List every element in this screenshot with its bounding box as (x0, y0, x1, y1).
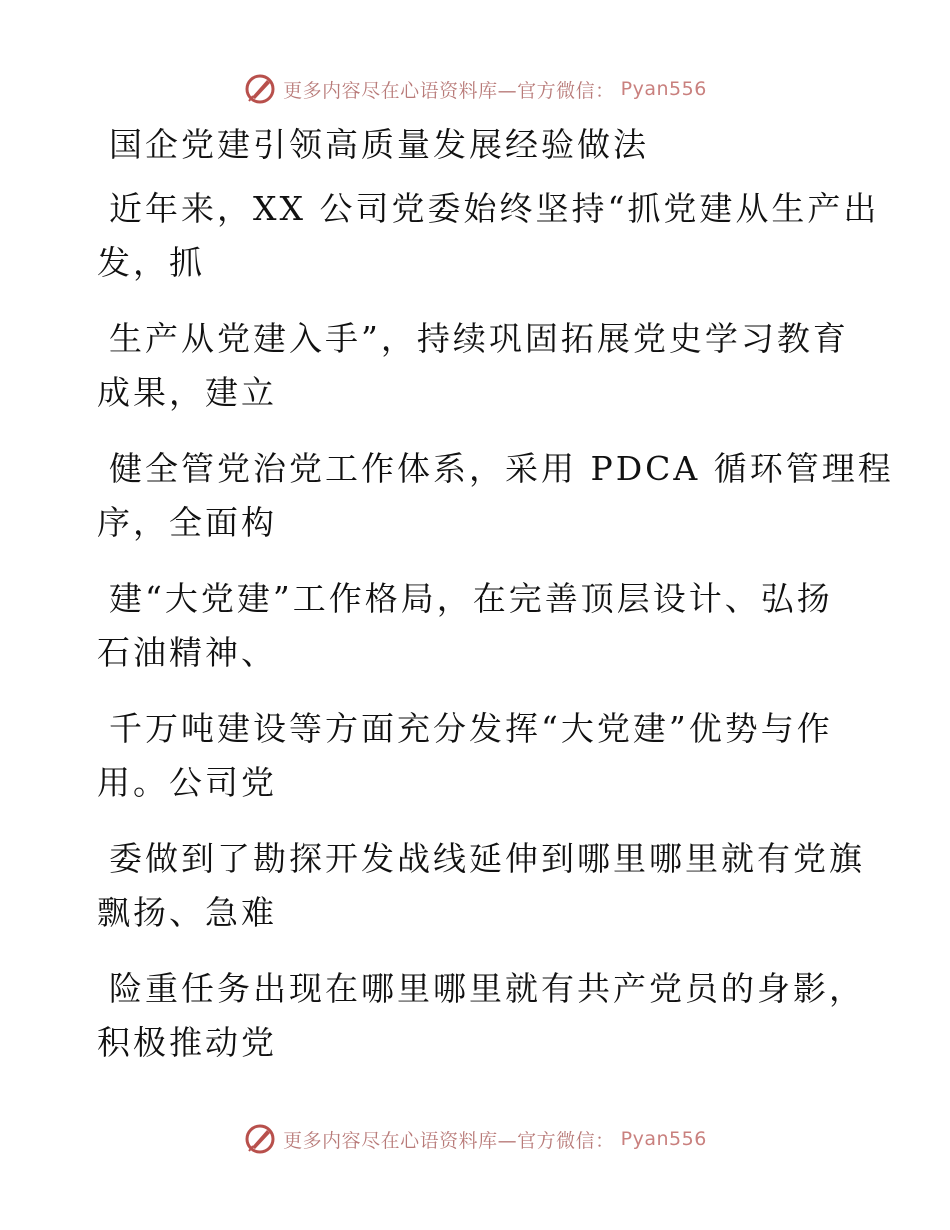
watermark-text: 更多内容尽在心语资料库—官方微信： (283, 1129, 615, 1152)
footer-watermark (0, 1122, 950, 1156)
text-line: 飘扬、急难 (97, 893, 277, 932)
text-line: 发，抓 (97, 243, 205, 282)
text-line: 成果，建立 (97, 373, 277, 412)
text-line: 生产从党建入手”，持续巩固拓展党史学习教育 (109, 319, 849, 358)
document-title: 国企党建引领高质量发展经验做法 (109, 125, 649, 164)
document-body (97, 118, 894, 1070)
text-line: 健全管党治党工作体系，采用 PDCA 循环管理程 (109, 449, 894, 488)
text-line: 积极推动党 (97, 1023, 277, 1062)
text-line: 石油精神、 (97, 633, 277, 672)
text-line: 用。公司党 (97, 763, 277, 802)
header-watermark (0, 72, 950, 106)
text-line: 近年来，XX 公司党委始终坚持“抓党建从生产出 (109, 189, 880, 228)
text-line: 建“大党建”工作格局，在完善顶层设计、弘扬 (109, 579, 833, 618)
quill-logo-icon (243, 1122, 277, 1156)
text-line: 险重任务出现在哪里哪里就有共产党员的身影， (109, 969, 865, 1008)
text-line: 千万吨建设等方面充分发挥“大党建”优势与作 (109, 709, 833, 748)
watermark-wechat-id: Pyan556 (620, 78, 707, 100)
watermark-text: 更多内容尽在心语资料库—官方微信： (283, 79, 615, 102)
text-line: 委做到了勘探开发战线延伸到哪里哪里就有党旗 (109, 839, 865, 878)
text-line: 序，全面构 (97, 503, 277, 542)
watermark-wechat-id: Pyan556 (620, 1128, 707, 1150)
quill-logo-icon (243, 72, 277, 106)
